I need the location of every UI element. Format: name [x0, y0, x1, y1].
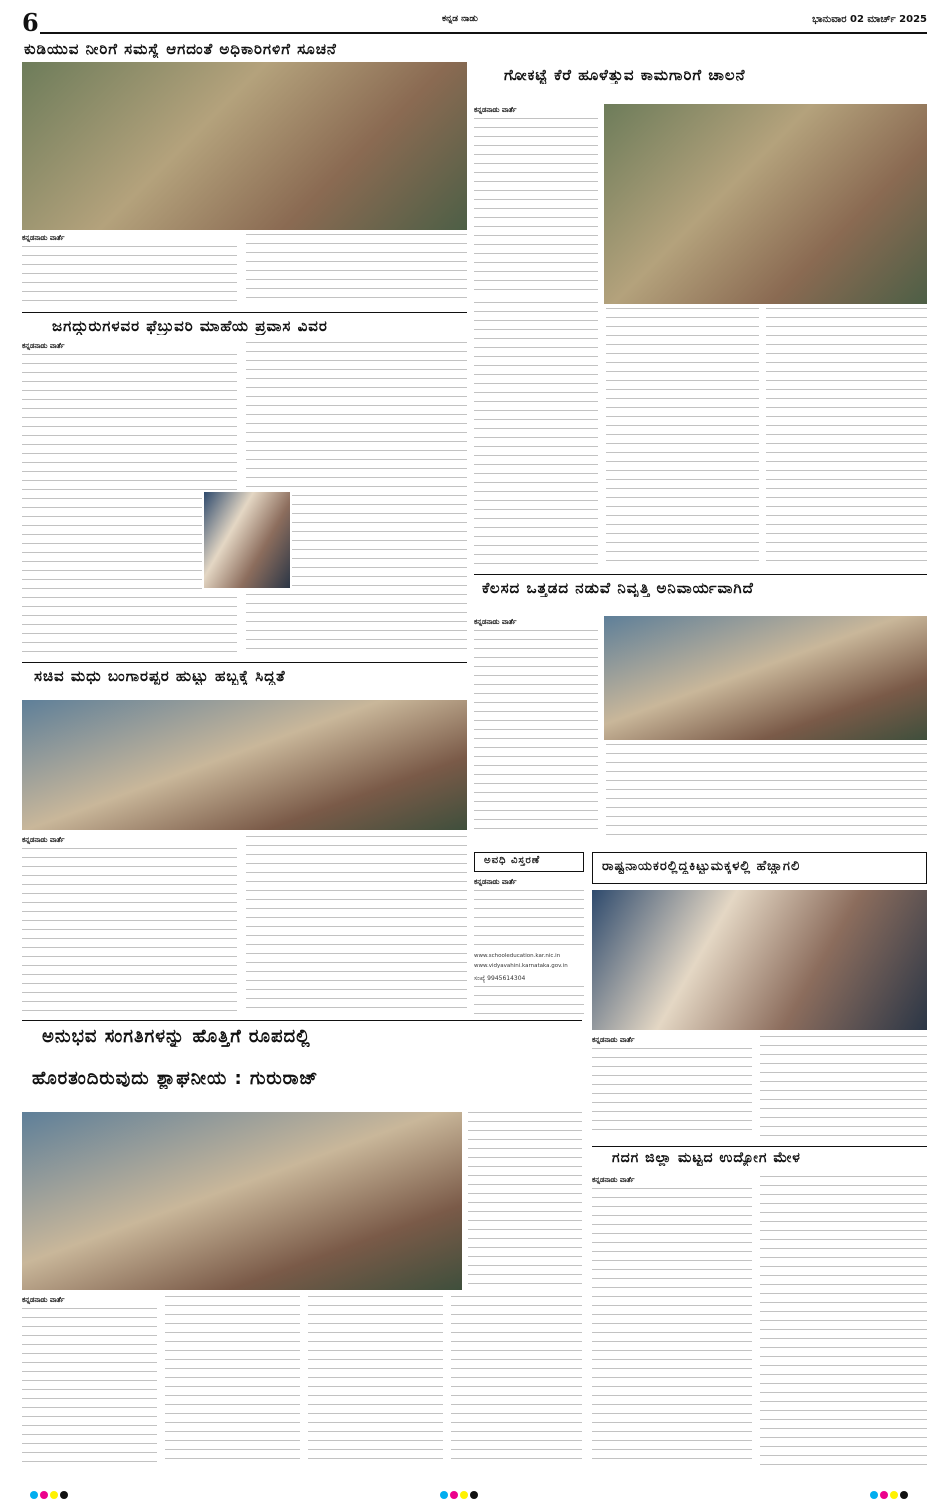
headline: ಗದಗ ಜಿಲ್ಲಾ ಮಟ್ಟದ ಉದ್ಯೋಗ ಮೇಳ [612, 1150, 801, 1166]
byline: ಕನ್ನಡನಾಡು ವಾರ್ತೆ [592, 1176, 635, 1184]
body-text-side [468, 1112, 582, 1290]
byline: ಕನ್ನಡನಾಡು ವಾರ್ತೆ [474, 618, 517, 626]
pontiff-portrait [202, 490, 292, 590]
byline: ಕನ್ನಡನಾಡು ವಾರ್ತೆ [22, 342, 65, 350]
headline: ಸಚಿವ ಮಧು ಬಂಗಾರಪ್ಪರ ಹುಟ್ಟು ಹಬ್ಬಕ್ಕೆ ಸಿದ್ಧತೆ [34, 667, 286, 685]
headline-line1: ಅನುಭವ ಸಂಗತಿಗಳನ್ನು ಹೊತ್ತಿಗೆ ರೂಪದಲ್ಲಿ [42, 1026, 311, 1047]
byline: ಕನ್ನಡನಾಡು ವಾರ್ತೆ [22, 234, 65, 242]
article-photo [604, 104, 927, 304]
article-photo [604, 616, 927, 740]
article-photo [22, 62, 467, 230]
body-text-end [474, 986, 584, 1016]
headline: ಅವಧಿ ವಿಸ್ತರಣೆ [484, 855, 541, 866]
body-text-col1 [592, 1188, 752, 1466]
article-lake-desilting [474, 66, 927, 571]
article-photo [592, 890, 927, 1030]
body-text-col2 [760, 1036, 927, 1138]
headline: ಗೋಕಟ್ಟೆ ಕೆರೆ ಹೂಳೆತ್ತುವ ಕಾಮಗಾರಿಗೆ ಚಾಲನೆ [504, 66, 746, 84]
masthead-rule [40, 32, 927, 34]
masthead [22, 8, 927, 36]
issue-date: ಭಾನುವಾರ 02 ಮಾರ್ಚ್ 2025 [812, 14, 927, 25]
article-drinking-water [22, 40, 467, 308]
body-text-col1 [474, 118, 598, 298]
body-text-col1 [592, 1048, 752, 1138]
body-text-col3 [766, 308, 927, 568]
article-job-fair [592, 1146, 927, 1470]
byline: ಕನ್ನಡನಾಡು ವಾರ್ತೆ [474, 878, 517, 886]
body-text-col2 [760, 1176, 927, 1466]
body-text-col4 [451, 1296, 582, 1466]
ad-url-1: www.schooleducation.kar.nic.in [474, 953, 561, 959]
article-book-release [22, 1020, 582, 1470]
headline: ರಾಷ್ಟನಾಯಕರಲ್ಲಿದ್ದಕಿಟ್ಟುಮಕ್ಕಳಲ್ಲಿ ಹೆಚ್ಚಾಗಲಿ [602, 859, 801, 874]
ad-url-2: www.vidyavahini.karnataka.gov.in [474, 963, 568, 969]
body-text-col1 [22, 848, 237, 1013]
headline: ಜಗದ್ಗುರುಗಳವರ ಫೆಬ್ರುವರಿ ಮಾಹೆಯ ಪ್ರವಾಸ ವಿವರ [52, 317, 328, 335]
ad-phone: ಸಂಖ್ಯೆ 9945614304 [474, 975, 526, 982]
article-extension [474, 852, 584, 1017]
headline: ಕುಡಿಯುವ ನೀರಿಗೆ ಸಮಸ್ಯೆ ಆಗದಂತೆ ಅಧಿಕಾರಿಗಳಿಗೆ ಸೂಚನೆ [24, 40, 337, 58]
body-text-col1 [22, 246, 237, 306]
article-retirement [474, 574, 927, 842]
article-pontiff-tour [22, 312, 467, 660]
registration-dots-right [870, 1484, 910, 1503]
body-text-col1 [22, 1308, 157, 1466]
article-minister-birthday [22, 662, 467, 1017]
article-photo [22, 1112, 462, 1290]
headline: ಕೆಲಸದ ಒತ್ತಡದ ನಡುವೆ ನಿವೃತ್ತಿ ಅನಿವಾರ್ಯವಾಗಿದೆ [482, 579, 754, 597]
body-text-col2 [606, 744, 927, 836]
paper-name: ಕನ್ನಡ ನಾಡು [442, 14, 478, 24]
body-text-col2 [165, 1296, 300, 1466]
page-number: 6 [22, 8, 39, 37]
article-national-leaders [592, 852, 927, 1142]
byline: ಕನ್ನಡನಾಡು ವಾರ್ತೆ [474, 106, 517, 114]
body-text-col1 [474, 630, 598, 836]
byline: ಕನ್ನಡನಾಡು ವಾರ್ತೆ [592, 1036, 635, 1044]
byline: ಕನ್ನಡನಾಡು ವಾರ್ತೆ [22, 1296, 65, 1304]
body-text-col2 [246, 234, 467, 306]
byline: ಕನ್ನಡನಾಡು ವಾರ್ತೆ [22, 836, 65, 844]
headline-line2: ಹೊರತಂದಿರುವುದು ಶ್ಲಾಘನೀಯ : ಗುರುರಾಜ್ [32, 1068, 319, 1089]
body-text [474, 890, 584, 950]
body-text-col2 [606, 308, 759, 568]
registration-dots-center [440, 1484, 480, 1503]
body-text-col2 [246, 836, 467, 1013]
body-text-col3 [308, 1296, 443, 1466]
registration-dots-left [30, 1484, 70, 1503]
body-text-col1b [474, 302, 598, 568]
article-photo [22, 700, 467, 830]
